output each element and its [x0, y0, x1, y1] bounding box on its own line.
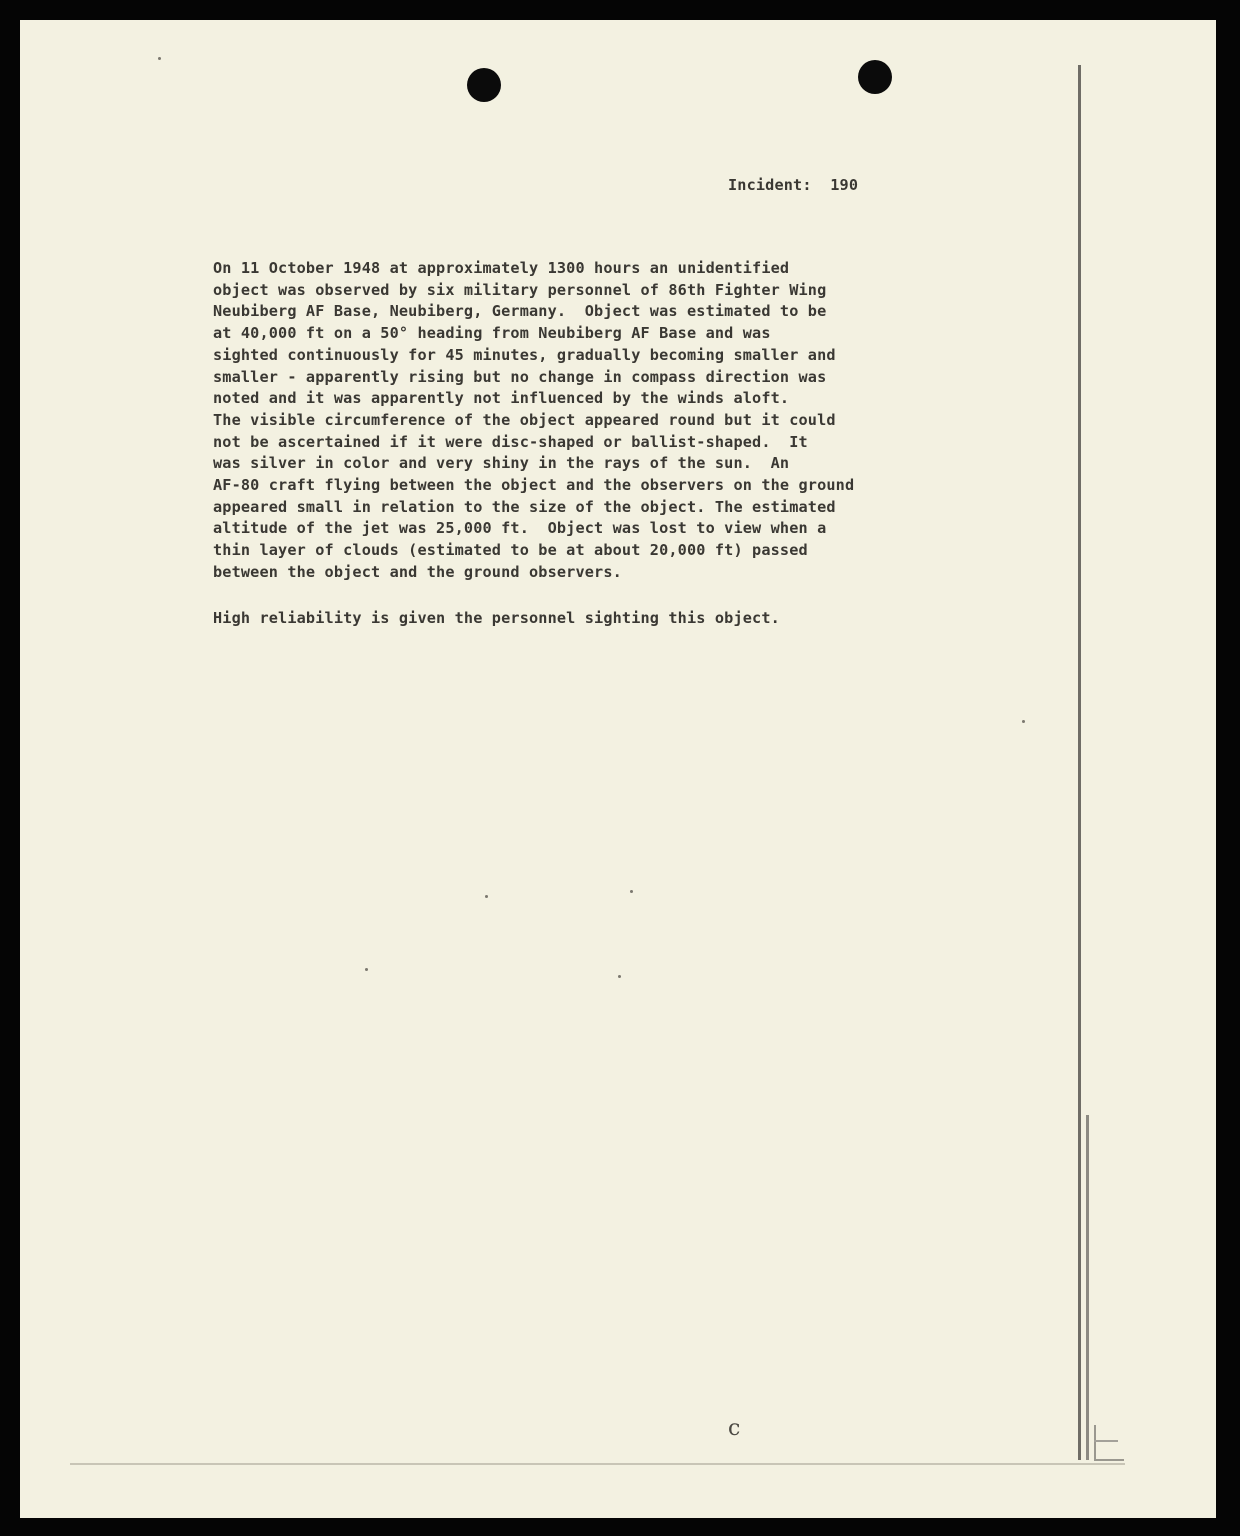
paragraph-line: object was observed by six military personnel of 86th Fighter Wing [213, 280, 827, 299]
document-page [20, 20, 1216, 1518]
scan-speck [618, 975, 621, 978]
bottom-edge-line [70, 1463, 1125, 1465]
paragraph-line: was silver in color and very shiny in the rays of the sun. An [213, 454, 790, 473]
scan-speck [485, 895, 488, 898]
paragraph-line: between the object and the ground observers. [213, 562, 622, 581]
paragraph-line: AF-80 craft flying between the object and the observers on the ground [213, 476, 855, 495]
paragraph-line: not be ascertained if it were disc-shaped or ballist-shaped. It [213, 432, 808, 451]
corner-bracket [1094, 1425, 1124, 1461]
paragraph-line: noted and it was apparently not influenced by the winds aloft. [213, 389, 790, 408]
incident-label: Incident: [728, 176, 812, 194]
corner-tick [1094, 1440, 1118, 1442]
incident-number: 190 [830, 176, 859, 194]
paragraph-line: appeared small in relation to the size of the object. The estimated [213, 497, 836, 516]
scan-speck [1022, 720, 1025, 723]
scan-speck [630, 890, 633, 893]
incident-heading [728, 176, 858, 194]
paragraph-line: On 11 October 1948 at approximately 1300 hours an unidentified [213, 259, 790, 277]
paragraph-line: smaller - apparently rising but no change in compass direction was [213, 367, 827, 386]
paragraph-line: Neubiberg AF Base, Neubiberg, Germany. Object was estimated to be [213, 302, 827, 321]
right-margin-rule-secondary [1086, 1115, 1089, 1460]
punch-hole-right [858, 60, 892, 94]
right-margin-rule [1078, 65, 1081, 1460]
paragraph-line: thin layer of clouds (estimated to be at about 20,000 ft) passed [213, 541, 808, 560]
punch-hole-left [467, 68, 501, 102]
scan-speck [158, 57, 161, 60]
paragraph-line: at 40,000 ft on a 50° heading from Neubiberg AF Base and was [213, 324, 771, 343]
paragraph-line: altitude of the jet was 25,000 ft. Object was lost to view when a [213, 519, 827, 538]
paragraph-line: The visible circumference of the object appeared round but it could [213, 410, 836, 429]
reliability-statement: High reliability is given the personnel sighting this object. [213, 609, 780, 627]
scan-speck [365, 968, 368, 971]
page-mark: c [728, 1416, 741, 1441]
paragraph-line: sighted continuously for 45 minutes, gradually becoming smaller and [213, 345, 836, 364]
report-paragraph [213, 258, 973, 584]
